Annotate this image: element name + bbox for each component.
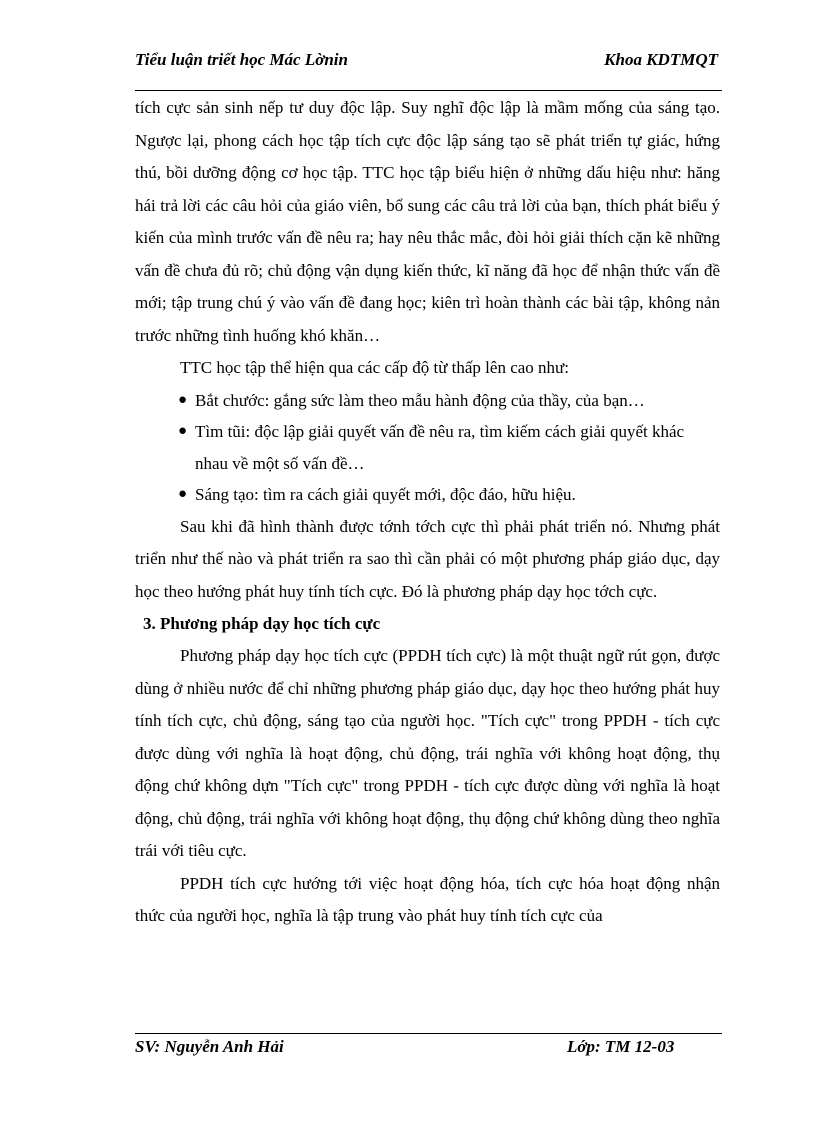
page-header xyxy=(135,46,720,74)
page-footer xyxy=(135,1037,720,1063)
list-item xyxy=(135,385,720,417)
footer-divider xyxy=(135,1033,722,1034)
footer-class: Lớp: TM 12-03 xyxy=(567,1037,675,1056)
header-course-title: Tiểu luận triết học Mác Lờnin xyxy=(135,50,348,69)
list-item-text: Tìm tũi: độc lập giải quyết vấn đề nêu ra, tìm kiếm cách giải quyết khác nhau về một số vấn đề… xyxy=(195,422,685,473)
header-divider xyxy=(135,90,722,91)
footer-student-name: SV: Nguyễn Anh Hải xyxy=(135,1037,284,1056)
list-item xyxy=(135,479,720,511)
list-item-text: Sáng tạo: tìm ra cách giải quyết mới, độc đáo, hữu hiệu. xyxy=(195,485,576,504)
paragraph-3: Sau khi đã hình thành được tớnh tớch cực thì phải phát triển nó. Nhưng phát triển như thế nào và phát triển ra sao thì cần phải có một phương pháp giáo dục, dạy học theo hướng phát huy tính tích cực. Đó là phương pháp dạy học tớch cực. xyxy=(135,516,720,601)
paragraph-2: TTC học tập thể hiện qua các cấp độ từ thấp lên cao như: xyxy=(180,358,569,377)
header-faculty: Khoa KDTMQT xyxy=(604,50,718,69)
list-item-text: Bắt chước: gắng sức làm theo mẫu hành động của thầy, của bạn… xyxy=(195,390,645,410)
paragraph-4: Phương pháp dạy học tích cực (PPDH tích cực) là một thuật ngữ rút gọn, được dùng ở nhiều nước để chỉ những phương pháp giáo dục, dạy học theo hướng phát huy tính tích cực, chủ động, sáng tạo của người học. "Tích cực" trong PPDH - tích cực được dùng với nghĩa là hoạt động, chủ động, trái nghĩa với không hoạt động, thụ động chứ không dựn "Tích cực" trong PPDH - tích cực được dùng với nghĩa là hoạt động, chủ động, trái nghĩa với không hoạt động, thụ động chứ không dùng theo nghĩa trái với tiêu cực. xyxy=(135,646,720,860)
list-item xyxy=(135,416,720,479)
bullet-list xyxy=(135,385,720,511)
paragraph-5: PPDH tích cực hướng tới việc hoạt động hóa, tích cực hóa hoạt động nhận thức của người học, nghĩa là tập trung vào phát huy tính tích cực của xyxy=(135,873,720,925)
bullet-icon: ● xyxy=(178,423,188,439)
paragraph-1: tích cực sản sinh nếp tư duy độc lập. Suy nghĩ độc lập là mầm mống của sáng tạo. Ngược lại, phong cách học tập tích cực độc lập sáng tạo sẽ phát triển tự giác, hứng thú, bồi dưỡng động cơ học tập. TTC học tập biểu hiện ở những dấu hiệu như: hăng hái trả lời các câu hỏi của giáo viên, bổ sung các câu trả lời của bạn, thích phát biểu ý kiến của mình trước vấn đề nêu ra; hay nêu thắc mắc, đòi hỏi giải thích cặn kẽ những vấn đề chưa đủ rõ; chủ động vận dụng kiến thức, kĩ năng đã học để nhận thức vấn đề mới; tập trung chú ý vào vấn đề đang học; kiên trì hoàn thành các bài tập, không nản trước những tình huống khó khăn… xyxy=(135,98,720,345)
bullet-icon: ● xyxy=(178,391,188,408)
document-body xyxy=(135,92,720,933)
bullet-icon: ● xyxy=(178,486,188,502)
section-heading: 3. Phương pháp dạy học tích cực xyxy=(143,614,381,633)
